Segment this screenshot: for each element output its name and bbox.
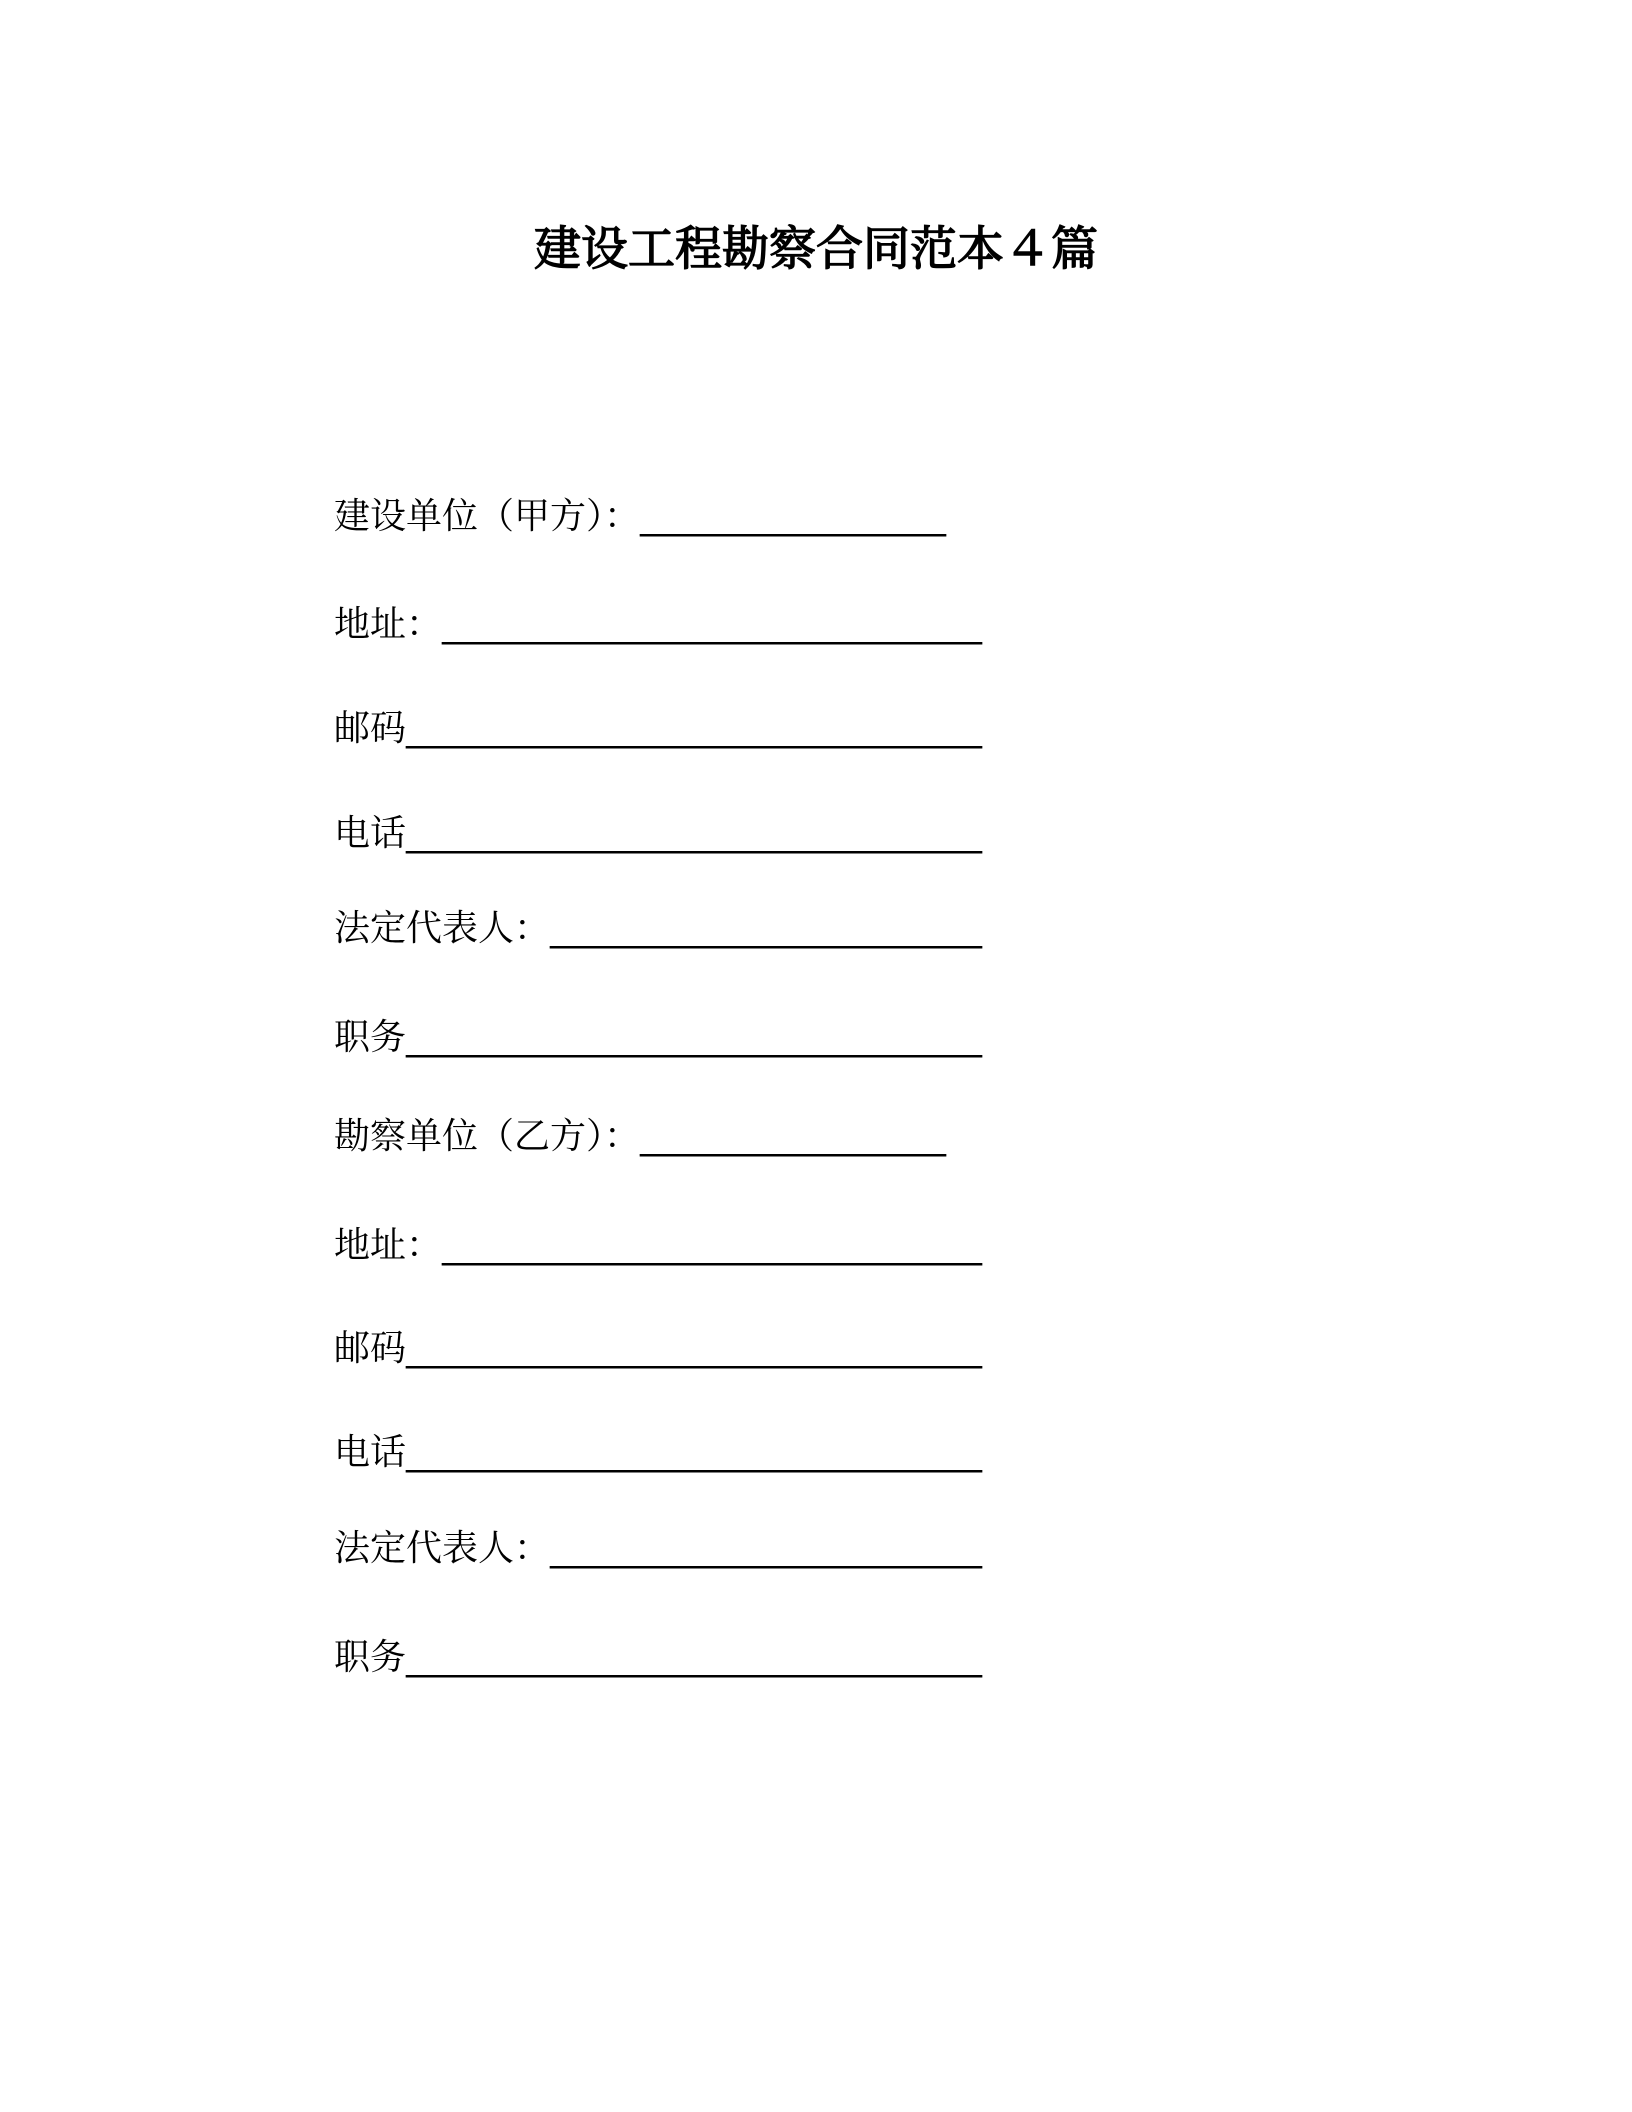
- document-title: 建设工程勘察合同范本４篇: [534, 222, 1098, 277]
- party-a-address-field: 地址：______________________________: [334, 604, 983, 645]
- party-a-construction-unit-field: 建设单位（甲方）：_________________: [334, 496, 947, 537]
- party-b-address-field: 地址：______________________________: [334, 1225, 983, 1266]
- party-a-phone-field: 电话________________________________: [334, 813, 982, 854]
- party-b-postcode-field: 邮码________________________________: [334, 1328, 982, 1369]
- party-b-phone-field: 电话________________________________: [334, 1432, 982, 1473]
- party-b-position-field: 职务________________________________: [334, 1637, 982, 1678]
- party-a-postcode-field: 邮码________________________________: [334, 708, 982, 749]
- party-a-position-field: 职务________________________________: [334, 1017, 982, 1058]
- party-b-survey-unit-field: 勘察单位（乙方）：_________________: [334, 1116, 947, 1157]
- party-a-legal-representative-field: 法定代表人：________________________: [334, 908, 983, 949]
- party-b-legal-representative-field: 法定代表人：________________________: [334, 1528, 983, 1569]
